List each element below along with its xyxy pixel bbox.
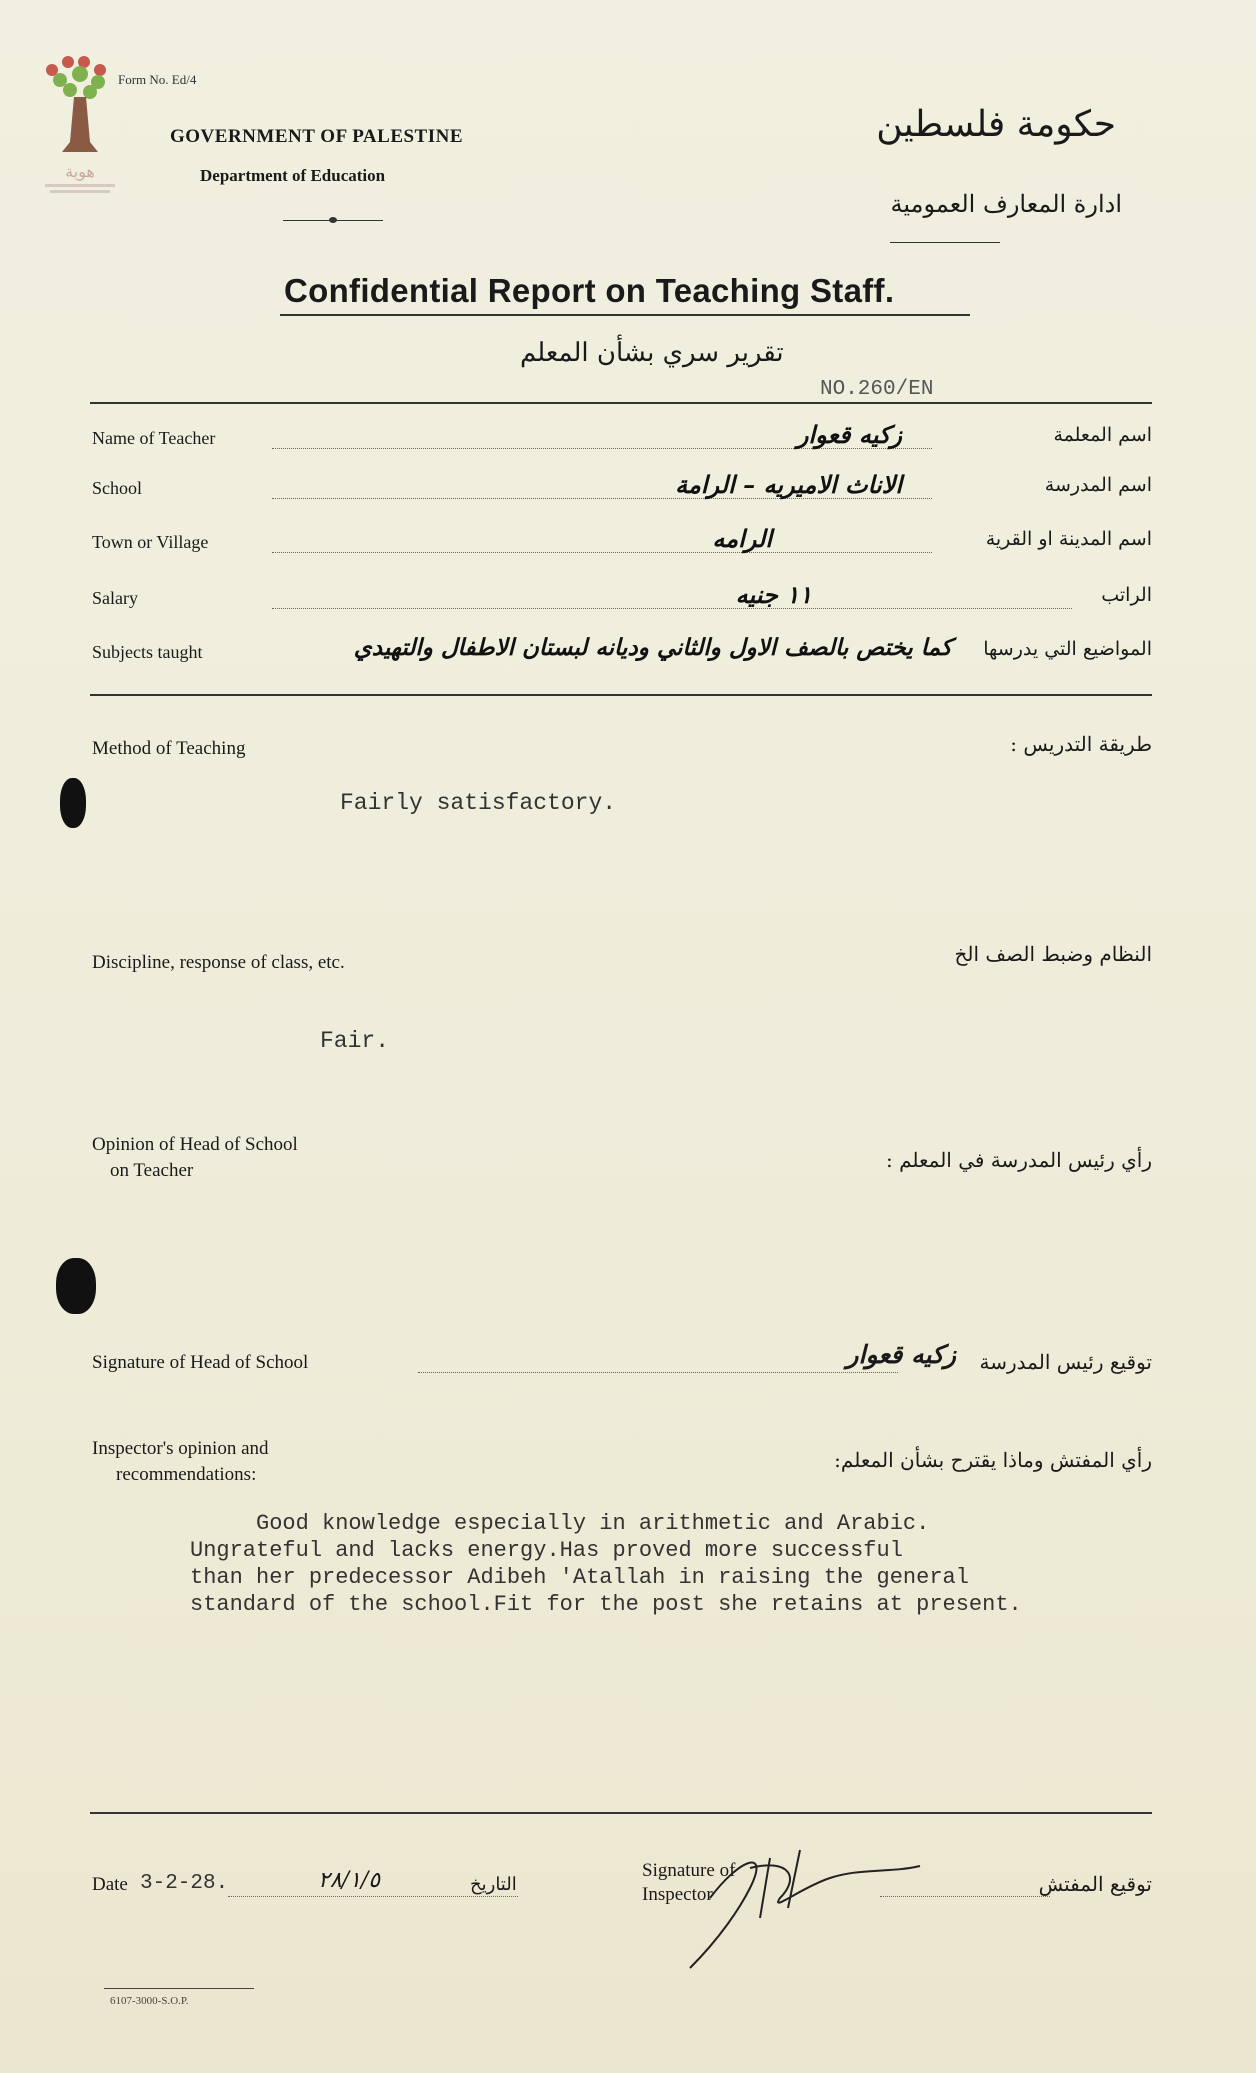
field-subjects-taught (92, 634, 1152, 674)
field-label-arabic: اسم المدرسة (1044, 474, 1152, 496)
method-of-teaching-label: Method of Teaching (92, 738, 246, 759)
field-label: Name of Teacher (92, 428, 216, 448)
inspector-opinion-label-line2: recommendations: (116, 1464, 257, 1485)
form-number: Form No. Ed/4 (118, 72, 197, 87)
report-title: Confidential Report on Teaching Staff. (284, 272, 895, 309)
inspector-signature-label-line1: Signature of (642, 1860, 736, 1881)
punch-hole-bottom (56, 1258, 96, 1314)
header-divider-right (890, 242, 1000, 243)
discipline-label: Discipline, response of class, etc. (92, 952, 345, 973)
field-label: School (92, 478, 143, 498)
field-value-handwritten: زكيه قعوار (796, 420, 902, 449)
head-opinion-label-line2: on Teacher (110, 1160, 194, 1181)
head-signature-label-arabic: توقيع رئيس المدرسة (979, 1350, 1152, 1374)
government-title: GOVERNMENT OF PALESTINE (170, 126, 464, 147)
head-opinion-label-arabic: رأي رئيس المدرسة في المعلم : (885, 1148, 1152, 1172)
fields-bottom-rule (90, 694, 1152, 696)
date-label: Date (92, 1874, 128, 1895)
method-of-teaching-label-arabic: طريقة التدريس : (1010, 732, 1152, 756)
field-value-handwritten: الاناث الاميريه – الرامة (675, 470, 902, 499)
inspector-opinion-text: Good knowledge especially in arithmetic and Arabic. Ungrateful and lacks energy.Has proved more successful than her predecessor Adibeh 'Atallah in raising the general standard of the school.Fit for the post she retains at present. (190, 1511, 1022, 1617)
inspector-signature-label-arabic: توقيع المفتش (1038, 1872, 1152, 1896)
inspector-signature-label-line2: Inspector (642, 1884, 713, 1905)
field-value-handwritten: ١١ جنيه (735, 580, 812, 609)
field-label: Salary (92, 588, 138, 608)
header-divider-left (283, 220, 383, 221)
field-value-handwritten: كما يختص بالصف الاول والثاني وديانه لبستان الاطفال والتهيدي (353, 634, 952, 661)
field-label-arabic: المواضيع التي يدرسها (983, 638, 1152, 660)
government-title-arabic: حكومة فلسطين (876, 104, 1116, 145)
reference-number: NO.260/EN (820, 378, 934, 401)
field-town-or-village (92, 524, 1152, 564)
title-underline (280, 314, 970, 316)
field-school (92, 470, 1152, 510)
inspector-opinion-label-arabic: رأي المفتش وماذا يقترح بشأن المعلم: (834, 1448, 1152, 1472)
method-of-teaching-value: Fairly satisfactory. (340, 790, 617, 816)
field-label-arabic: اسم المعلمة (1053, 424, 1152, 446)
field-salary (92, 580, 1152, 620)
discipline-label-arabic: النظام وضبط الصف الخ (954, 942, 1152, 966)
head-signature-label: Signature of Head of School (92, 1352, 309, 1373)
date-value: 3-2-28. (140, 1872, 229, 1895)
field-label: Town or Village (92, 532, 209, 552)
inspector-signature-icon (680, 1828, 940, 1978)
department-title: Department of Education (200, 166, 386, 185)
field-label: Subjects taught (92, 642, 203, 662)
print-code: 6107-3000-S.O.P. (110, 1995, 189, 2007)
field-name-of-teacher (92, 420, 1152, 460)
field-label-arabic: الراتب (1101, 584, 1152, 606)
punch-hole-top (60, 778, 86, 828)
discipline-value: Fair. (320, 1028, 390, 1054)
date-arabic-value: ٢٨/١/٥ (318, 1868, 381, 1893)
tree-logo-icon (40, 52, 120, 202)
svg-text:هوية: هوية (65, 162, 95, 181)
head-signature-handwritten: زكيه قعوار (846, 1340, 956, 1369)
head-opinion-label-line1: Opinion of Head of School (92, 1134, 298, 1155)
date-label-arabic: التاريخ (470, 1874, 517, 1895)
inspector-opinion-label-line1: Inspector's opinion and (92, 1438, 269, 1459)
bottom-rule (90, 1812, 1152, 1814)
field-label-arabic: اسم المدينة او القرية (985, 528, 1152, 550)
department-title-arabic: ادارة المعارف العمومية (890, 190, 1122, 218)
field-value-handwritten: الرامه (712, 524, 772, 553)
top-rule (90, 402, 1152, 404)
report-title-arabic: تقرير سري بشأن المعلم (520, 338, 784, 368)
